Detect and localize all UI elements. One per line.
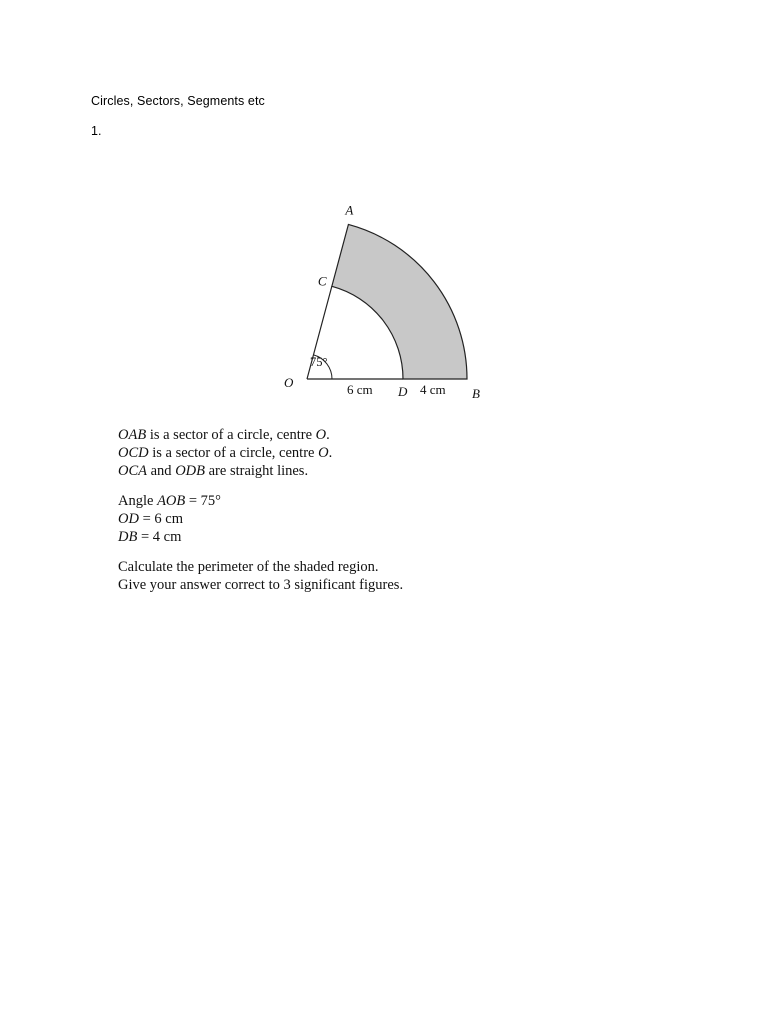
point-label-d: D: [398, 384, 408, 399]
instruction-line: Calculate the perimeter of the shaded region.: [118, 559, 379, 575]
page-title: Circles, Sectors, Segments etc: [91, 94, 265, 108]
point-label-a: A: [345, 202, 354, 218]
given-line: Angle AOB = 75°: [118, 493, 221, 509]
angle-label: 75°: [310, 355, 328, 369]
question-number: 1.: [91, 124, 102, 138]
point-label-b: B: [472, 386, 480, 401]
point-label-c: C: [317, 273, 327, 289]
statements-block: [118, 426, 403, 480]
sector-diagram-svg: [250, 175, 520, 415]
problem-text: [118, 426, 403, 594]
length-label-od: 6 cm: [347, 382, 373, 397]
given-line: OD = 6 cm: [118, 511, 183, 527]
given-line: DB = 4 cm: [118, 529, 182, 545]
statement-line: OAB is a sector of a circle, centre O.: [118, 427, 330, 443]
statement-line: OCA and ODB are straight lines.: [118, 463, 309, 479]
sector-diagram: [250, 175, 520, 415]
point-label-o: O: [284, 375, 294, 390]
length-label-db: 4 cm: [420, 382, 446, 397]
statement-line: OCD is a sector of a circle, centre O.: [118, 445, 333, 461]
shaded-region: [332, 224, 467, 379]
instruction-line: Give your answer correct to 3 significant figures.: [118, 577, 404, 593]
givens-block: [118, 492, 403, 546]
instructions-block: [118, 558, 403, 594]
